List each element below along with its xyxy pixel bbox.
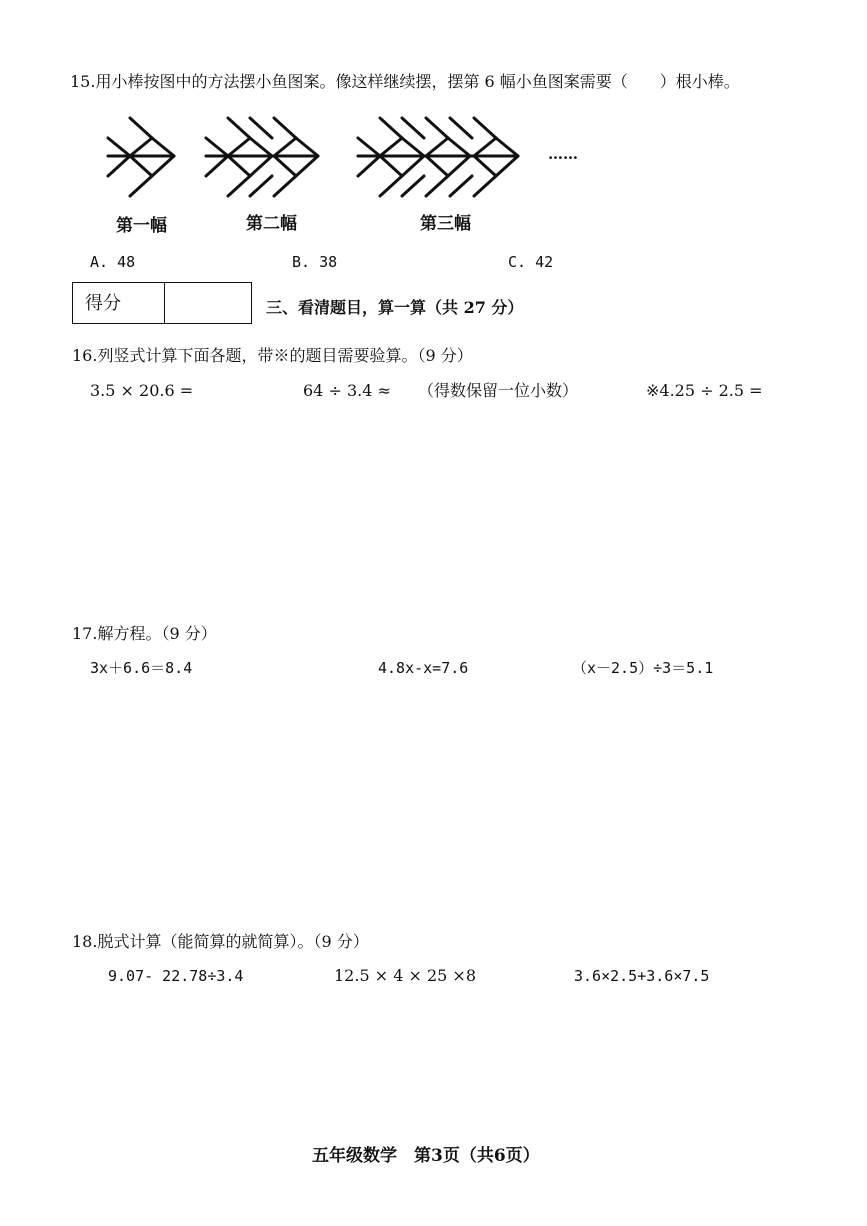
q16-item-3: ※4.25 ÷ 2.5 = (646, 381, 763, 400)
q18-text: 18.脱式计算（能简算的就简算）。（9 分） (72, 932, 369, 951)
q17-item-2: 4.8x-x=7.6 (378, 659, 469, 677)
q16-item-2-note: （得数保留一位小数） (418, 381, 579, 400)
option-a: A. 48 (90, 253, 136, 271)
figure-label-1: 第一幅 (116, 216, 167, 236)
q18-item-1: 9.07- 22.78÷3.4 (108, 967, 244, 985)
q17-item-1: 3x＋6.6＝8.4 (90, 659, 193, 677)
section3-title: 三、看清题目，算一算（共 27 分） (266, 298, 524, 317)
q18-item-3: 3.6×2.5+3.6×7.5 (574, 967, 710, 985)
q15-text: 15.用小棒按图中的方法摆小鱼图案。像这样继续摆，摆第 6 幅小鱼图案需要（ ）根小棒。 (70, 72, 740, 91)
option-c: C. 42 (508, 253, 554, 271)
q16-item-2: 64 ÷ 3.4 ≈ (303, 381, 391, 400)
score-label: 得分 (73, 283, 165, 323)
q17-item-3: （x－2.5）÷3＝5.1 (572, 659, 714, 677)
page-footer: 五年级数学 第3页（共6页） (312, 1146, 540, 1166)
q17-text: 17.解方程。（9 分） (72, 624, 217, 643)
q16-item-1: 3.5 × 20.6 = (90, 381, 194, 400)
figure-label-3: 第三幅 (420, 214, 471, 234)
option-b: B. 38 (292, 253, 338, 271)
fish-figure-3 (0, 100, 867, 310)
figure-label-2: 第二幅 (246, 214, 297, 234)
q16-text: 16.列竖式计算下面各题，带※的题目需要验算。（9 分） (72, 346, 473, 365)
q18-item-2: 12.5 × 4 × 25 ×8 (334, 966, 476, 985)
ellipsis: …… (548, 145, 578, 163)
score-box (72, 282, 252, 324)
score-blank (165, 283, 251, 323)
